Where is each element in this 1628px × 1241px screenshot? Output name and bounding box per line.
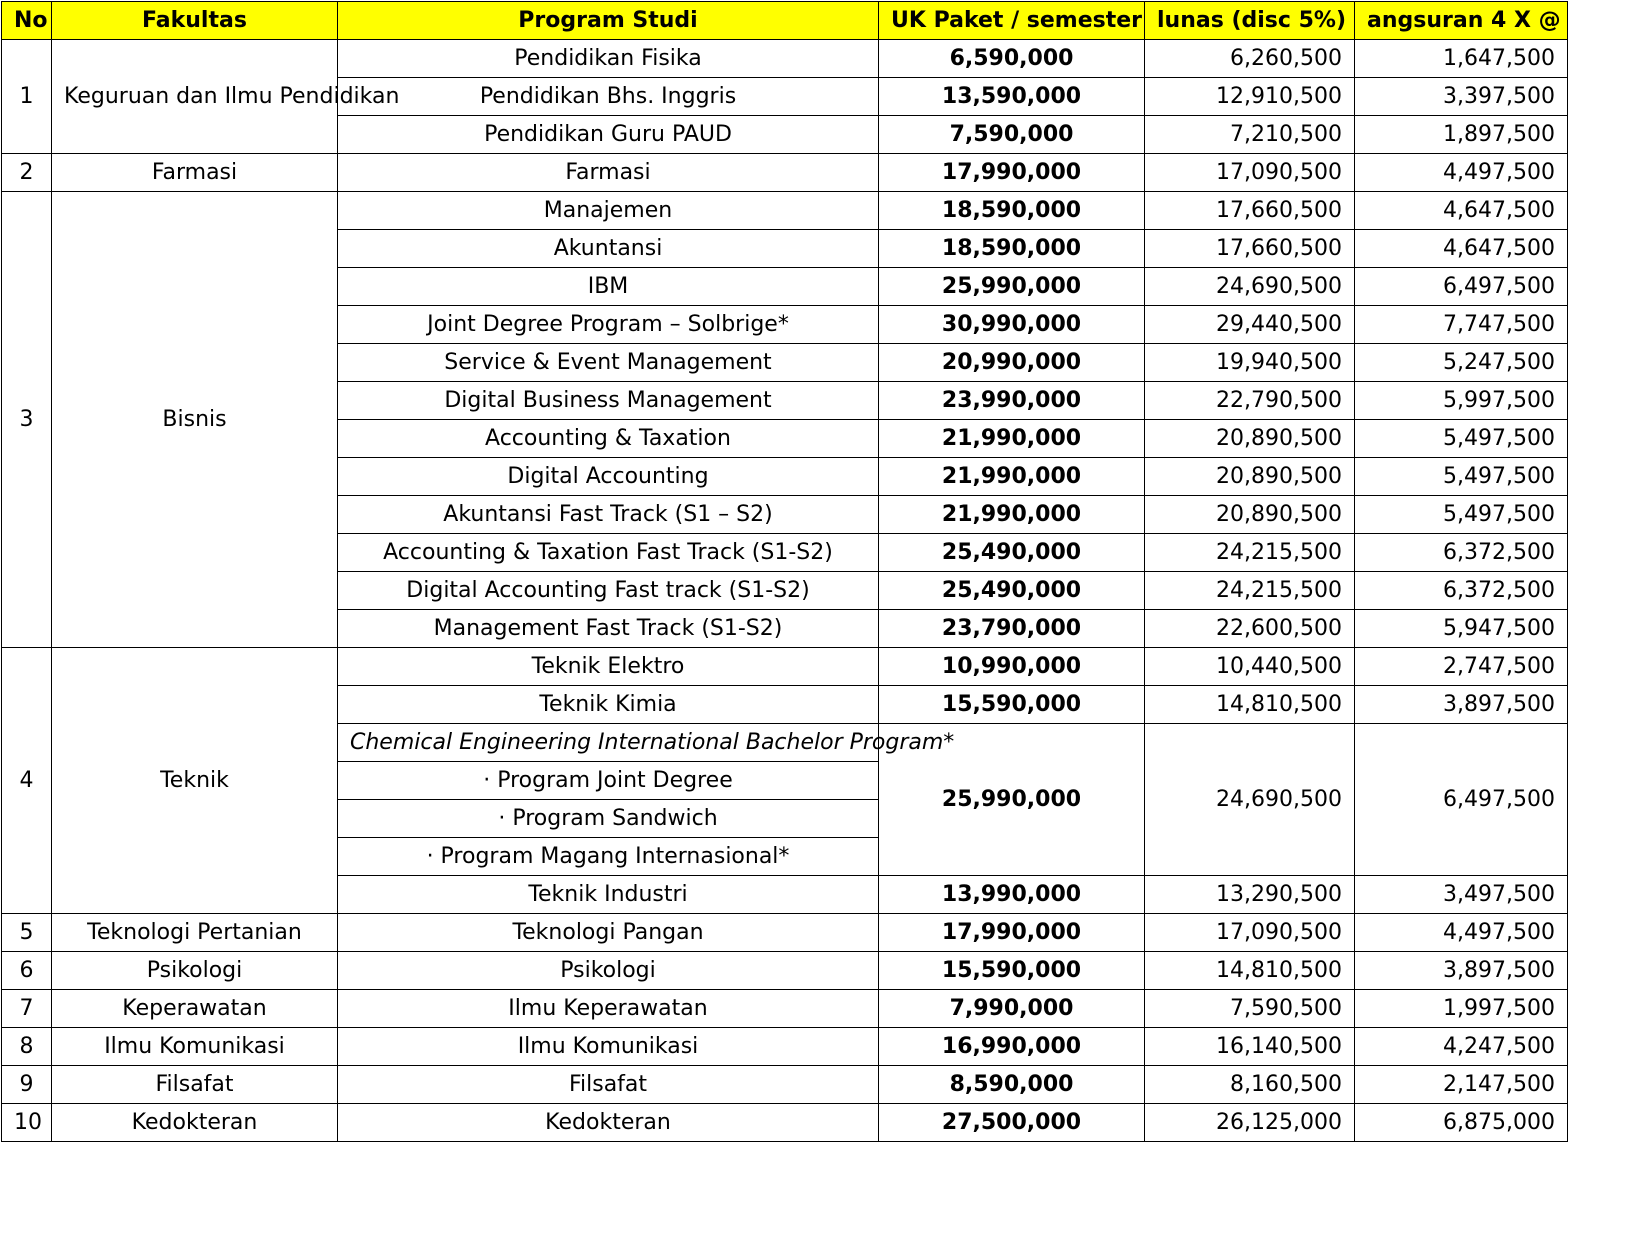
uk-paket-value: 21,990,000 bbox=[879, 420, 1145, 458]
lunas-value: 12,910,500 bbox=[1145, 78, 1355, 116]
uk-paket-value: 13,990,000 bbox=[879, 876, 1145, 914]
uk-paket-value: 25,990,000 bbox=[879, 724, 1145, 876]
uk-paket-value: 21,990,000 bbox=[879, 496, 1145, 534]
angsuran-value: 7,747,500 bbox=[1355, 306, 1568, 344]
angsuran-value: 5,497,500 bbox=[1355, 420, 1568, 458]
angsuran-value: 6,875,000 bbox=[1355, 1104, 1568, 1142]
program-name: Digital Accounting Fast track (S1-S2) bbox=[338, 572, 879, 610]
header-fakultas: Fakultas bbox=[52, 2, 338, 40]
faculty-name: Teknik bbox=[52, 648, 338, 914]
faculty-name: Teknologi Pertanian bbox=[52, 914, 338, 952]
faculty-number: 9 bbox=[2, 1066, 52, 1104]
program-name: Teknik Elektro bbox=[338, 648, 879, 686]
program-name: Psikologi bbox=[338, 952, 879, 990]
angsuran-value: 4,247,500 bbox=[1355, 1028, 1568, 1066]
faculty-number: 5 bbox=[2, 914, 52, 952]
lunas-value: 7,210,500 bbox=[1145, 116, 1355, 154]
angsuran-value: 5,497,500 bbox=[1355, 458, 1568, 496]
angsuran-value: 3,497,500 bbox=[1355, 876, 1568, 914]
lunas-value: 24,215,500 bbox=[1145, 534, 1355, 572]
angsuran-value: 3,397,500 bbox=[1355, 78, 1568, 116]
program-name: Ilmu Keperawatan bbox=[338, 990, 879, 1028]
program-name: Akuntansi Fast Track (S1 – S2) bbox=[338, 496, 879, 534]
uk-paket-value: 10,990,000 bbox=[879, 648, 1145, 686]
angsuran-value: 3,897,500 bbox=[1355, 686, 1568, 724]
angsuran-value: 5,497,500 bbox=[1355, 496, 1568, 534]
program-name: Teknik Industri bbox=[338, 876, 879, 914]
angsuran-value: 2,747,500 bbox=[1355, 648, 1568, 686]
angsuran-value: 5,947,500 bbox=[1355, 610, 1568, 648]
program-name: Digital Accounting bbox=[338, 458, 879, 496]
program-name: Pendidikan Fisika bbox=[338, 40, 879, 78]
program-name: Akuntansi bbox=[338, 230, 879, 268]
lunas-value: 24,215,500 bbox=[1145, 572, 1355, 610]
uk-paket-value: 6,590,000 bbox=[879, 40, 1145, 78]
angsuran-value: 4,647,500 bbox=[1355, 230, 1568, 268]
header-row bbox=[2, 2, 1568, 40]
lunas-value: 16,140,500 bbox=[1145, 1028, 1355, 1066]
uk-paket-value: 30,990,000 bbox=[879, 306, 1145, 344]
program-name-intl: Chemical Engineering International Bachelor Program* bbox=[338, 724, 879, 762]
faculty-number: 4 bbox=[2, 648, 52, 914]
lunas-value: 14,810,500 bbox=[1145, 686, 1355, 724]
table-row bbox=[2, 1104, 1568, 1142]
faculty-number: 3 bbox=[2, 192, 52, 648]
uk-paket-value: 15,590,000 bbox=[879, 952, 1145, 990]
uk-paket-value: 23,990,000 bbox=[879, 382, 1145, 420]
uk-paket-value: 8,590,000 bbox=[879, 1066, 1145, 1104]
tuition-fee-table bbox=[1, 1, 1568, 1142]
uk-paket-value: 25,490,000 bbox=[879, 572, 1145, 610]
angsuran-value: 5,997,500 bbox=[1355, 382, 1568, 420]
lunas-value: 8,160,500 bbox=[1145, 1066, 1355, 1104]
program-name: Pendidikan Guru PAUD bbox=[338, 116, 879, 154]
uk-paket-value: 27,500,000 bbox=[879, 1104, 1145, 1142]
program-name: Joint Degree Program – Solbrige* bbox=[338, 306, 879, 344]
header-no: No bbox=[2, 2, 52, 40]
program-name: Kedokteran bbox=[338, 1104, 879, 1142]
faculty-number: 1 bbox=[2, 40, 52, 154]
table-row bbox=[2, 40, 1568, 78]
lunas-value: 24,690,500 bbox=[1145, 268, 1355, 306]
uk-paket-value: 25,990,000 bbox=[879, 268, 1145, 306]
faculty-number: 2 bbox=[2, 154, 52, 192]
lunas-value: 14,810,500 bbox=[1145, 952, 1355, 990]
angsuran-value: 4,497,500 bbox=[1355, 914, 1568, 952]
header-uk-paket: UK Paket / semester bbox=[879, 2, 1145, 40]
angsuran-value: 1,897,500 bbox=[1355, 116, 1568, 154]
angsuran-value: 5,247,500 bbox=[1355, 344, 1568, 382]
table-row bbox=[2, 192, 1568, 230]
faculty-name: Keperawatan bbox=[52, 990, 338, 1028]
table-row bbox=[2, 1028, 1568, 1066]
lunas-value: 17,090,500 bbox=[1145, 914, 1355, 952]
angsuran-value: 2,147,500 bbox=[1355, 1066, 1568, 1104]
header-lunas: lunas (disc 5%) bbox=[1145, 2, 1355, 40]
table-row bbox=[2, 648, 1568, 686]
uk-paket-value: 25,490,000 bbox=[879, 534, 1145, 572]
faculty-name: Kedokteran bbox=[52, 1104, 338, 1142]
faculty-number: 8 bbox=[2, 1028, 52, 1066]
program-name: Pendidikan Bhs. Inggris bbox=[338, 78, 879, 116]
lunas-value: 6,260,500 bbox=[1145, 40, 1355, 78]
table-row bbox=[2, 990, 1568, 1028]
angsuran-value: 6,372,500 bbox=[1355, 572, 1568, 610]
table-row bbox=[2, 1066, 1568, 1104]
faculty-number: 10 bbox=[2, 1104, 52, 1142]
program-name: Accounting & Taxation bbox=[338, 420, 879, 458]
faculty-name: Ilmu Komunikasi bbox=[52, 1028, 338, 1066]
angsuran-value: 1,997,500 bbox=[1355, 990, 1568, 1028]
lunas-value: 24,690,500 bbox=[1145, 724, 1355, 876]
table-row bbox=[2, 952, 1568, 990]
faculty-name: Psikologi bbox=[52, 952, 338, 990]
lunas-value: 20,890,500 bbox=[1145, 420, 1355, 458]
program-name: Farmasi bbox=[338, 154, 879, 192]
lunas-value: 26,125,000 bbox=[1145, 1104, 1355, 1142]
uk-paket-value: 16,990,000 bbox=[879, 1028, 1145, 1066]
angsuran-value: 4,647,500 bbox=[1355, 192, 1568, 230]
angsuran-value: 6,372,500 bbox=[1355, 534, 1568, 572]
uk-paket-value: 7,590,000 bbox=[879, 116, 1145, 154]
program-name: Teknologi Pangan bbox=[338, 914, 879, 952]
faculty-name: Filsafat bbox=[52, 1066, 338, 1104]
program-sub-item: · Program Joint Degree bbox=[338, 762, 879, 800]
header-angsuran: angsuran 4 X @ bbox=[1355, 2, 1568, 40]
uk-paket-value: 21,990,000 bbox=[879, 458, 1145, 496]
lunas-value: 10,440,500 bbox=[1145, 648, 1355, 686]
lunas-value: 20,890,500 bbox=[1145, 496, 1355, 534]
program-name: Accounting & Taxation Fast Track (S1-S2) bbox=[338, 534, 879, 572]
lunas-value: 17,090,500 bbox=[1145, 154, 1355, 192]
lunas-value: 17,660,500 bbox=[1145, 230, 1355, 268]
lunas-value: 22,790,500 bbox=[1145, 382, 1355, 420]
uk-paket-value: 17,990,000 bbox=[879, 154, 1145, 192]
uk-paket-value: 18,590,000 bbox=[879, 230, 1145, 268]
uk-paket-value: 17,990,000 bbox=[879, 914, 1145, 952]
uk-paket-value: 7,990,000 bbox=[879, 990, 1145, 1028]
program-name: Manajemen bbox=[338, 192, 879, 230]
uk-paket-value: 15,590,000 bbox=[879, 686, 1145, 724]
program-name: Filsafat bbox=[338, 1066, 879, 1104]
uk-paket-value: 18,590,000 bbox=[879, 192, 1145, 230]
program-name: IBM bbox=[338, 268, 879, 306]
angsuran-value: 6,497,500 bbox=[1355, 268, 1568, 306]
uk-paket-value: 23,790,000 bbox=[879, 610, 1145, 648]
program-name: Ilmu Komunikasi bbox=[338, 1028, 879, 1066]
lunas-value: 7,590,500 bbox=[1145, 990, 1355, 1028]
lunas-value: 13,290,500 bbox=[1145, 876, 1355, 914]
program-name: Service & Event Management bbox=[338, 344, 879, 382]
uk-paket-value: 20,990,000 bbox=[879, 344, 1145, 382]
angsuran-value: 3,897,500 bbox=[1355, 952, 1568, 990]
program-name: Teknik Kimia bbox=[338, 686, 879, 724]
faculty-name: Farmasi bbox=[52, 154, 338, 192]
angsuran-value: 6,497,500 bbox=[1355, 724, 1568, 876]
faculty-name: Bisnis bbox=[52, 192, 338, 648]
lunas-value: 20,890,500 bbox=[1145, 458, 1355, 496]
faculty-number: 7 bbox=[2, 990, 52, 1028]
program-sub-item: · Program Sandwich bbox=[338, 800, 879, 838]
uk-paket-value: 13,590,000 bbox=[879, 78, 1145, 116]
lunas-value: 22,600,500 bbox=[1145, 610, 1355, 648]
lunas-value: 19,940,500 bbox=[1145, 344, 1355, 382]
program-sub-item: · Program Magang Internasional* bbox=[338, 838, 879, 876]
header-program-studi: Program Studi bbox=[338, 2, 879, 40]
faculty-number: 6 bbox=[2, 952, 52, 990]
program-name: Digital Business Management bbox=[338, 382, 879, 420]
lunas-value: 29,440,500 bbox=[1145, 306, 1355, 344]
angsuran-value: 1,647,500 bbox=[1355, 40, 1568, 78]
program-name: Management Fast Track (S1-S2) bbox=[338, 610, 879, 648]
angsuran-value: 4,497,500 bbox=[1355, 154, 1568, 192]
faculty-name: Keguruan dan Ilmu Pendidikan bbox=[52, 40, 338, 154]
lunas-value: 17,660,500 bbox=[1145, 192, 1355, 230]
table-row bbox=[2, 914, 1568, 952]
table-row bbox=[2, 154, 1568, 192]
